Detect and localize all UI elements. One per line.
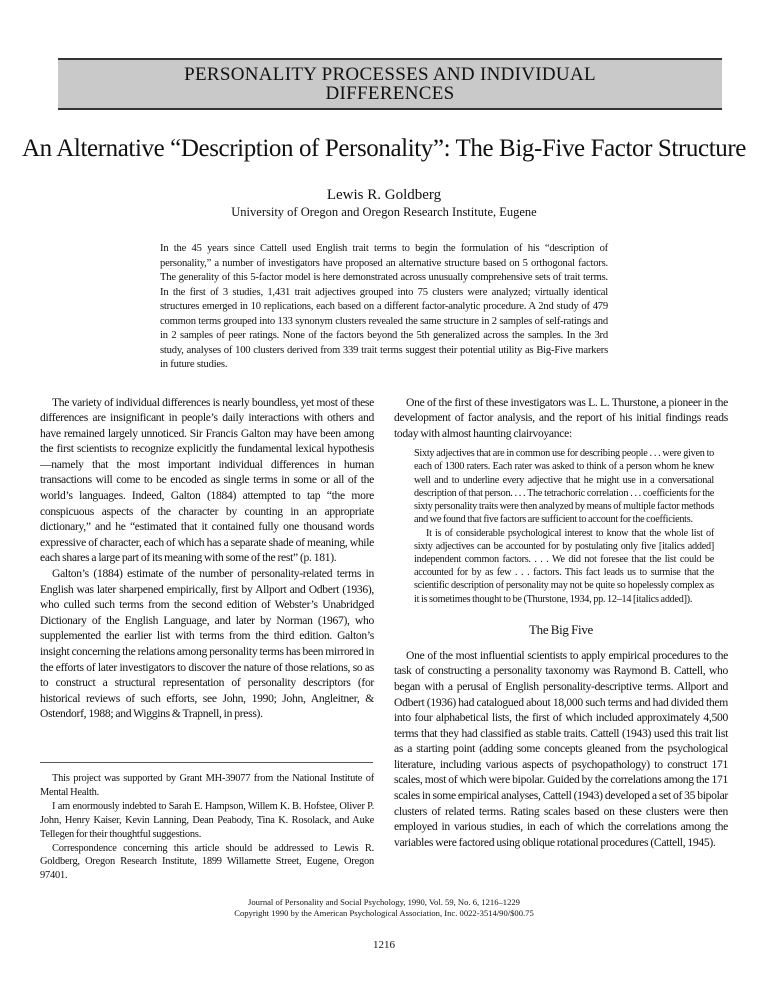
- section-header: [58, 58, 722, 110]
- section-header-line-1: PERSONALITY PROCESSES AND INDIVIDUAL: [184, 64, 596, 85]
- footnotes: [40, 772, 374, 883]
- body-paragraph: The variety of individual differences is nearly boundless, yet most of these differences are insignificant in people’s daily interactions with others and have remained largely unnoticed. Sir Francis Galton may have been among the first scientists to recognize explicitly the fundamental lexical hypothesis—namely that the most important individual differences in human transactions will come to be encoded as single terms in some or all of the world’s languages. Indeed, Galton (1884) attempted to tap “the more conspicuous aspects of the character by counting in an appropriate dictionary,” and he “estimated that it contained fully one thousand words expressive of character, each of which has a separate shade of meaning, while each shares a large part of its meaning with some of the rest” (p. 181).: [40, 395, 374, 565]
- body-paragraph: One of the most influential scientists to apply empirical procedures to the task of constructing a personality taxonomy was Raymond B. Cattell, who began with a perusal of English personality-descriptive terms. Allport and Odbert (1936) had catalogued about 18,000 such terms and had divided them into four alphabetical lists, the first of which included approximately 4,500 terms that they had classified as stable traits. Cattell (1943) used this trait list as a starting point (adding some concepts gleaned from the psychological literature, including various aspects of psychopathology) to construct 171 scales, most of which were bipolar. Guided by the correlations among the 171 scales in some empirical analyses, Cattell (1943) developed a set of 35 bipolar clusters of related terms. Rating scales based on these clusters were then employed in various studies, in each of which the correlations among the variables were factored using oblique rotational procedures (Cattell, 1945).: [394, 648, 728, 849]
- footnote-divider: [40, 762, 373, 763]
- left-column: [40, 395, 374, 884]
- body-paragraph: Galton’s (1884) estimate of the number of personality-related terms in English was later sharpened empirically, first by Allport and Odbert (1936), who culled such terms from the second edition of Webster’s Unabridged Dictionary of the English Language, and later by Norman (1967), who supplemented the earlier list with terms from the third edition. Galton’s insight concerning the relations among personality terms has been mirrored in the efforts of later investigators to discover the nature of those relations, so as to construct a structural representation of personality descriptors (for historical reviews of such efforts, see John, 1990; John, Angleitner, & Ostendorf, 1988; and Wiggins & Trapnell, in press).: [40, 567, 374, 721]
- journal-citation: Journal of Personality and Social Psychology, 1990, Vol. 59, No. 6, 1216–1229: [248, 897, 520, 908]
- footnote: This project was supported by Grant MH-39077 from the National Institute of Mental Health.: [40, 772, 374, 798]
- abstract: In the 45 years since Cattell used English trait terms to begin the formulation of his “description of personality,” a number of investigators have proposed an alternative structure based on 5 orthogonal factors. The generality of this 5-factor model is here demonstrated across unusually comprehensive sets of trait terms. In the first of 3 studies, 1,431 trait adjectives grouped into 75 clusters were analyzed; virtually identical structures emerged in 10 replications, each based on a different factor-analytic procedure. A 2nd study of 479 common terms grouped into 133 synonym clusters revealed the same structure in 2 samples of self-ratings and in 2 samples of peer ratings. None of the factors beyond the 5th generalized across the samples. In the 3rd study, analyses of 100 clusters derived from 339 trait terms suggest their potential utility as Big-Five markers in future studies.: [160, 243, 608, 370]
- block-quote: [414, 447, 714, 605]
- right-column: [394, 395, 728, 851]
- journal-footer: [0, 897, 768, 919]
- page-number: 1216: [373, 939, 395, 952]
- article-title: An Alternative “Description of Personality”: The Big-Five Factor Structure: [22, 135, 746, 162]
- affiliation: University of Oregon and Oregon Research Institute, Eugene: [231, 205, 537, 219]
- section-heading: The Big Five: [528, 621, 593, 637]
- quote-paragraph: It is of considerable psychological interest to know that the whole list of sixty adjectives can be accounted for by postulating only five [italics added] independent common factors. . . . We did not foresee that the list could be accounted for by as few . . . factors. This fact leads us to surmise that the scientific description of personality may not be quite so hopelessly complex as it is sometimes thought to be (Thurstone, 1934, pp. 12–14 [italics added]).: [414, 527, 714, 605]
- body-paragraph: One of the first of these investigators was L. L. Thurstone, a pioneer in the development of factor analysis, and the report of his initial findings reads today with almost haunting clairvoyance:: [394, 395, 728, 440]
- quote-paragraph: Sixty adjectives that are in common use for describing people . . . were given to each of 1300 raters. Each rater was asked to think of a person whom he knew well and to underline every adjective that he might use in a conversational description of that person. . . . The tetrachoric correlation . . . coefficients for the sixty personality traits were then analyzed by means of multiple factor methods and we found that five factors are sufficient to account for the coefficients.: [414, 448, 714, 526]
- footnote: I am enormously indebted to Sarah E. Hampson, Willem K. B. Hofstee, Oliver P. John, Henry Kaiser, Kevin Lanning, Dean Peabody, Tina K. Rosolack, and Auke Tellegen for their thoughtful suggestions.: [40, 800, 374, 840]
- author: Lewis R. Goldberg: [326, 187, 442, 203]
- copyright: Copyright 1990 by the American Psychological Association, Inc. 0022-3514/90/$00.75: [234, 908, 534, 919]
- section-header-line-2: DIFFERENCES: [325, 83, 455, 104]
- footnote: Correspondence concerning this article should be addressed to Lewis R. Goldberg, Oregon Research Institute, 1899 Willamette Street, Eugene, Oregon 97401.: [40, 842, 374, 882]
- body-columns: [40, 395, 728, 884]
